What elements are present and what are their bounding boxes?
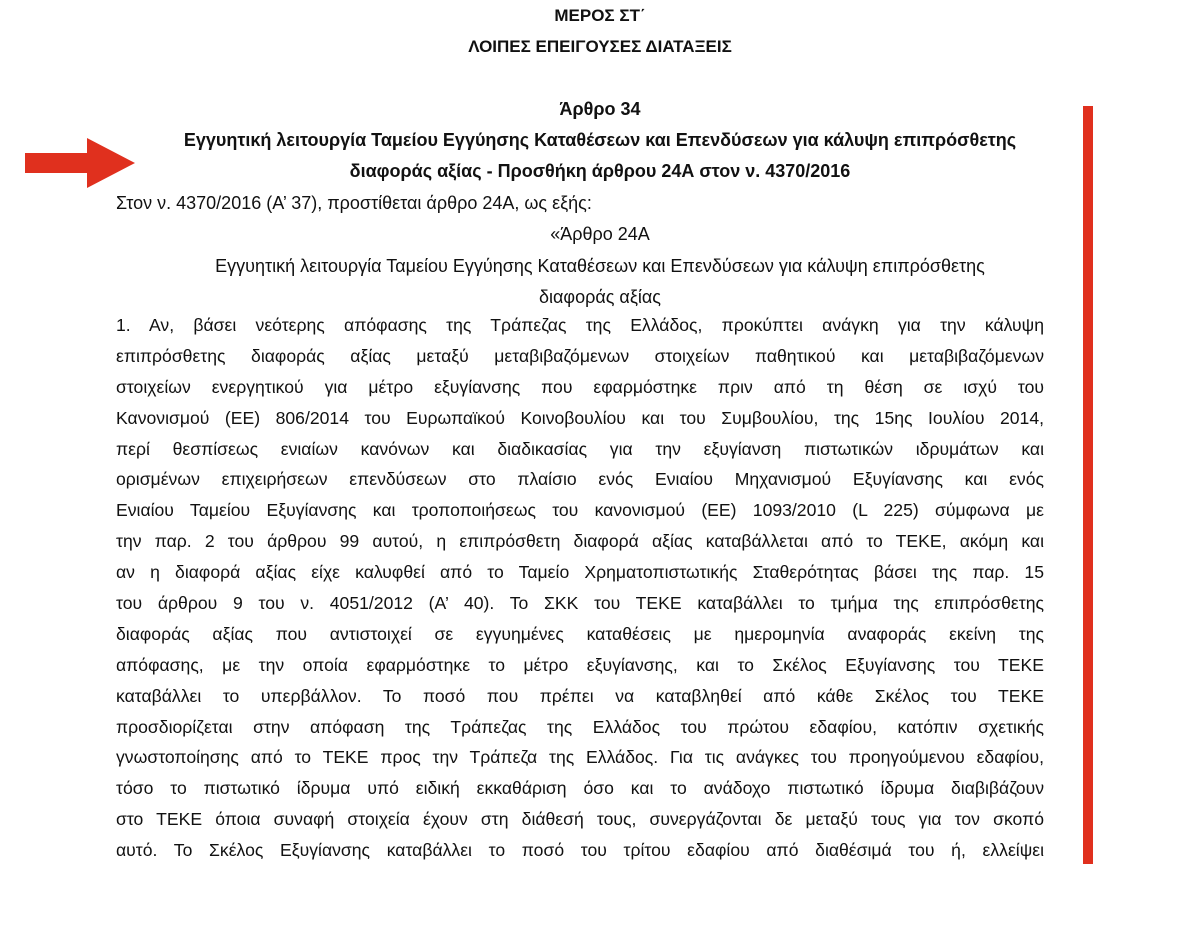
part-subheading: ΛΟΙΠΕΣ ΕΠΕΙΓΟΥΣΕΣ ΔΙΑΤΑΞΕΙΣ [468, 37, 732, 56]
body-line: του άρθρου 9 του ν. 4051/2012 (Α’ 40). Το ΣΚΚ του ΤΕΚΕ καταβάλλει το τμήμα της επιπρόσθετης [116, 593, 1044, 614]
margin-highlight-line [1083, 106, 1093, 864]
part-heading: ΜΕΡΟΣ ΣΤ΄ [554, 6, 646, 25]
body-line: αυτό. Το Σκέλος Εξυγίανσης καταβάλλει το ποσό του τρίτου εδαφίου από διαθέσιμά του ή, ελλείψει [116, 840, 1044, 861]
body-line: απόφασης, με την οποία εφαρμόστηκε το μέτρο εξυγίανσης, και το Σκέλος Εξυγίανσης του ΤΕΚΕ [116, 654, 1044, 675]
body-paragraph [116, 310, 1044, 866]
body-line: Κανονισμού (ΕΕ) 806/2014 του Ευρωπαϊκού Κοινοβουλίου και του Συμβουλίου, της 15ης Ιουλίου 2014, [116, 407, 1044, 428]
body-line: προσδιορίζεται στην απόφαση της Τράπεζας της Ελλάδος του πρώτου εδαφίου, κατόπιν σχετικής [116, 716, 1044, 737]
body-line: επιπρόσθετης διαφοράς αξίας μεταξύ μεταβιβαζόμενων στοιχείων παθητικού και μεταβιβαζόμενων [116, 345, 1044, 366]
body-line: την παρ. 2 του άρθρου 99 αυτού, η επιπρόσθετη διαφορά αξίας καταβάλλεται από το ΤΕΚΕ, ακόμη και [116, 531, 1044, 552]
body-line: αν η διαφορά αξίας είχε καλυφθεί από το Ταμείο Χρηματοπιστωτικής Σταθερότητας βάσει της παρ. 15 [116, 562, 1044, 583]
body-line: καταβάλλει το υπερβάλλον. Το ποσό που πρέπει να καταβληθεί από κάθε Σκέλος του ΤΕΚΕ [116, 685, 1044, 706]
new-article-title-line-1: Εγγυητική λειτουργία Ταμείου Εγγύησης Καταθέσεων και Επενδύσεων για κάλυψη επιπρόσθετης [215, 256, 985, 276]
body-line: στο ΤΕΚΕ όποια συναφή στοιχεία έχουν στη διάθεσή τους, συνεργάζονται δε μεταξύ τους για τον σκοπό [116, 809, 1044, 830]
body-line: 1. Αν, βάσει νεότερης απόφασης της Τράπεζας της Ελλάδος, προκύπτει ανάγκη για την κάλυψη [116, 315, 1044, 335]
article-number: Άρθρο 34 [559, 99, 641, 119]
body-line: γνωστοποίησης από το ΤΕΚΕ προς την Τράπεζα της Ελλάδος. Για τις ανάγκες του προηγούμενου εδαφίου, [116, 747, 1044, 768]
body-line: τόσο το πιστωτικό ίδρυμα υπό ειδική εκκαθάριση όσο και το ανάδοχο πιστωτικό ίδρυμα διαβιβάζουν [116, 778, 1044, 799]
body-line: στοιχείων ενεργητικού για μέτρο εξυγίανσης που εφαρμόστηκε πριν από τη θέση σε ισχύ του [116, 376, 1044, 397]
body-line: διαφοράς αξίας που αντιστοιχεί σε εγγυημένες καταθέσεις με ημερομηνία αναφοράς εκείνη της [116, 623, 1044, 644]
article-intro: Στον ν. 4370/2016 (Α’ 37), προστίθεται άρθρο 24Α, ως εξής: [116, 193, 592, 213]
body-line: περί θεσπίσεως ενιαίων κανόνων και διαδικασίας για την εξυγίανση πιστωτικών ιδρυμάτων και [116, 438, 1044, 459]
new-article-number: «Άρθρο 24Α [550, 224, 650, 244]
article-title-line-2: διαφοράς αξίας - Προσθήκη άρθρου 24Α στον ν. 4370/2016 [349, 161, 851, 181]
body-line: ορισμένων επιχειρήσεων επενδύσεων στο πλαίσιο ενός Ενιαίου Μηχανισμού Εξυγίανσης και ενός [116, 469, 1044, 490]
red-arrow-icon [25, 138, 135, 188]
new-article-title-line-2: διαφοράς αξίας [539, 287, 661, 307]
article-title-line-1: Εγγυητική λειτουργία Ταμείου Εγγύησης Καταθέσεων και Επενδύσεων για κάλυψη επιπρόσθετης [183, 130, 1017, 150]
body-line: Ενιαίου Ταμείου Εξυγίανσης και τροποποιήσεως του κανονισμού (ΕΕ) 1093/2010 (L 225) σύμφωνα με [116, 500, 1044, 521]
